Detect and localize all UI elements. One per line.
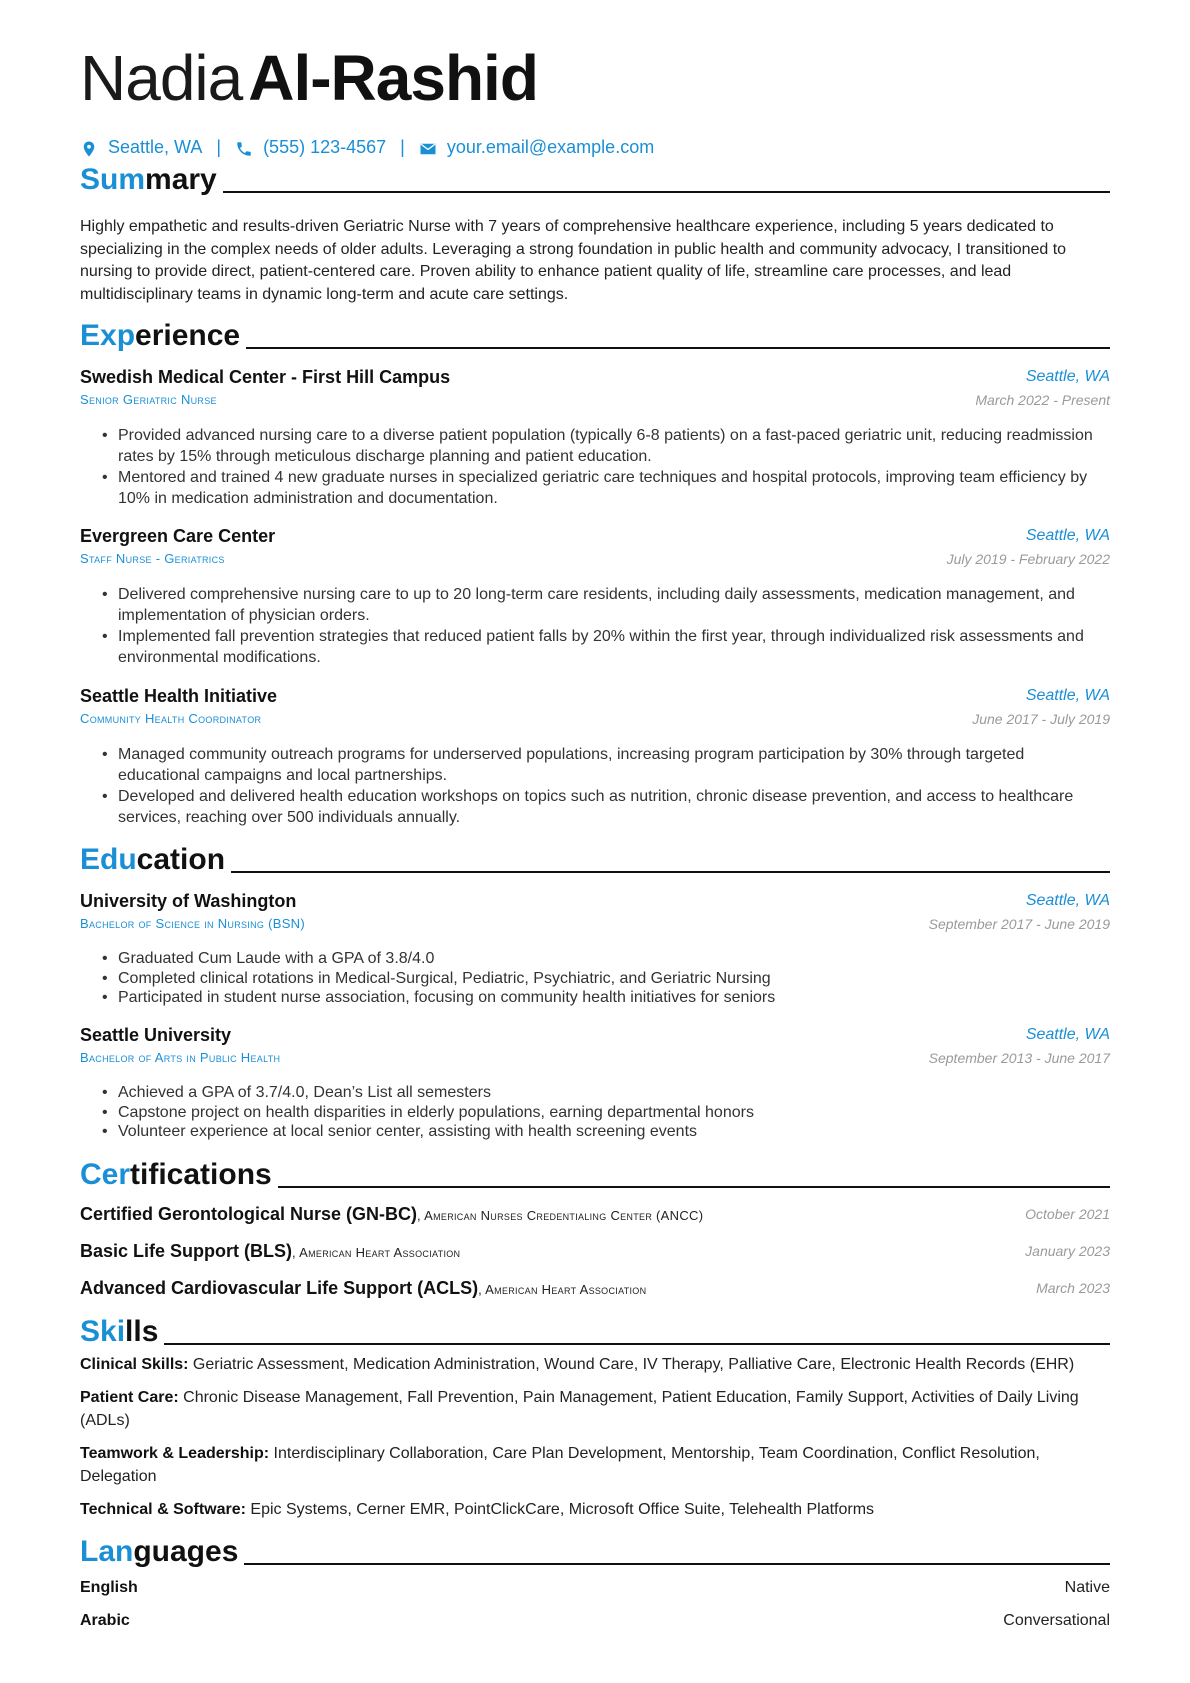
languages-title: Languages	[80, 1535, 239, 1568]
education-dates: September 2013 - June 2017	[928, 1050, 1110, 1066]
list-item: • Achieved a GPA of 3.7/4.0, Dean’s List all semesters	[80, 1083, 1110, 1103]
skill-values: Geriatric Assessment, Medication Administration, Wound Care, IV Therapy, Palliative Care, Electronic Health Records (EHR)	[188, 1356, 1075, 1373]
education-org: Seattle University	[80, 1025, 232, 1045]
experience-title: Experience	[80, 319, 241, 352]
education-location: Seattle, WA	[1025, 892, 1110, 909]
list-item: • Completed clinical rotations in Medical-Surgical, Pediatric, Psychiatric, and Geriatric Nursing	[80, 969, 1110, 989]
education-degree: Bachelor of Arts in Public Health	[80, 1050, 281, 1065]
list-item: • Implemented fall prevention strategies that reduced patient falls by 20% within the first year, through individualized risk assessments and environmental modifications.	[80, 626, 1110, 668]
candidate-name	[80, 38, 538, 118]
list-item: • Mentored and trained 4 new graduate nurses in specialized geriatric care techniques and hospital protocols, improving team efficiency by 10% in medication administration and documentation.	[80, 467, 1110, 509]
education-dates: September 2017 - June 2019	[928, 916, 1110, 932]
experience-org: Seattle Health Initiative	[80, 686, 278, 706]
contact-phone[interactable]	[235, 133, 386, 161]
certification-name: Basic Life Support (BLS)	[80, 1241, 293, 1261]
experience-heading	[80, 314, 1110, 354]
phone-text: (555) 123-4567	[263, 137, 387, 157]
list-item: • Managed community outreach programs for underserved populations, increasing program participation by 30% through targeted educational campaigns and local partnerships.	[80, 744, 1110, 786]
education-title: Education	[80, 843, 226, 876]
skill-values: Interdisciplinary Collaboration, Care Plan Development, Mentorship, Team Coordination, Conflict Resolution, Delegation	[80, 1445, 1040, 1485]
summary-heading	[80, 158, 1110, 198]
skill-row	[80, 1443, 1110, 1488]
list-item: • Capstone project on health disparities in elderly populations, earning departmental honors	[80, 1103, 1110, 1123]
education-degree: Bachelor of Science in Nursing (BSN)	[80, 916, 305, 931]
experience-location: Seattle, WA	[1025, 368, 1110, 385]
list-item: • Delivered comprehensive nursing care to up to 20 long-term care residents, including daily assessments, medication management, and implementation of physician orders.	[80, 584, 1110, 626]
language-level: Conversational	[1003, 1612, 1110, 1629]
envelope-icon	[419, 138, 437, 156]
language-level: Native	[1064, 1579, 1110, 1596]
summary-text: Highly empathetic and results-driven Geriatric Nurse with 7 years of comprehensive healthcare experience, including 5 years dedicated to specializing in the complex needs of older adults. Leveraging a strong foundation in public health and community advocacy, I transitioned to nursing to provide direct, patient-centered care. Proven ability to enhance patient quality of life, streamline care processes, and lead multidisciplinary teams in dynamic long-term and acute care settings.	[80, 218, 1067, 303]
certification-item	[80, 1276, 646, 1302]
section-rule	[231, 871, 1110, 873]
certification-issuer: , American Nurses Credentialing Center (ANCC)	[417, 1208, 704, 1223]
skill-values: Epic Systems, Cerner EMR, PointClickCare, Microsoft Office Suite, Telehealth Platforms	[245, 1501, 875, 1518]
map-pin-icon	[80, 138, 98, 156]
experience-role: Senior Geriatric Nurse	[80, 392, 217, 407]
education-org: University of Washington	[80, 891, 297, 911]
certification-item	[80, 1239, 460, 1265]
last-name: Al-Rashid	[248, 42, 538, 114]
certification-date: January 2023	[1025, 1243, 1110, 1259]
location-text: Seattle, WA	[108, 137, 203, 157]
list-item: • Developed and delivered health education workshops on topics such as nutrition, chronic disease prevention, and access to healthcare services, reaching over 500 individuals annually.	[80, 786, 1110, 828]
skills-title: Skills	[80, 1315, 159, 1348]
first-name: Nadia	[80, 42, 243, 114]
skill-row	[80, 1499, 1110, 1522]
contact-line	[80, 133, 654, 161]
email-text: your.email@example.com	[446, 137, 655, 157]
skill-label: Patient Care:	[80, 1389, 179, 1406]
section-rule	[246, 347, 1110, 349]
contact-email[interactable]	[419, 133, 654, 161]
language-name: Arabic	[80, 1612, 130, 1629]
experience-bullets	[80, 425, 1110, 509]
experience-org: Swedish Medical Center - First Hill Campus	[80, 367, 451, 387]
section-rule	[278, 1186, 1110, 1188]
languages-heading	[80, 1530, 1110, 1570]
experience-dates: March 2022 - Present	[975, 392, 1110, 408]
experience-bullets	[80, 744, 1110, 828]
list-item: • Participated in student nurse association, focusing on community health initiatives for seniors	[80, 988, 1110, 1008]
experience-role: Staff Nurse - Geriatrics	[80, 551, 225, 566]
education-location: Seattle, WA	[1025, 1026, 1110, 1043]
education-bullets	[80, 1083, 1110, 1142]
list-item: • Provided advanced nursing care to a diverse patient population (typically 6-8 patients) on a fast-paced geriatric unit, reducing readmission rates by 15% through meticulous discharge planning and patient education.	[80, 425, 1110, 467]
certification-issuer: , American Heart Association	[478, 1282, 647, 1297]
experience-bullets	[80, 584, 1110, 668]
summary-title: Summary	[80, 163, 217, 196]
experience-location: Seattle, WA	[1025, 687, 1110, 704]
certification-name: Certified Gerontological Nurse (GN-BC)	[80, 1204, 418, 1224]
skill-row	[80, 1354, 1110, 1377]
separator: |	[400, 137, 405, 157]
skill-row	[80, 1387, 1110, 1432]
certification-date: March 2023	[1036, 1280, 1110, 1296]
skill-label: Teamwork & Leadership:	[80, 1445, 270, 1462]
certifications-title: Certifications	[80, 1158, 272, 1191]
experience-role: Community Health Coordinator	[80, 711, 262, 726]
phone-icon	[235, 138, 253, 156]
section-rule	[244, 1563, 1110, 1565]
section-rule	[223, 191, 1110, 193]
experience-dates: June 2017 - July 2019	[972, 711, 1110, 727]
education-bullets	[80, 949, 1110, 1008]
experience-dates: July 2019 - February 2022	[946, 551, 1110, 567]
experience-location: Seattle, WA	[1025, 527, 1110, 544]
skill-label: Technical & Software:	[80, 1501, 246, 1518]
certification-date: October 2021	[1025, 1206, 1110, 1222]
skill-label: Clinical Skills:	[80, 1356, 189, 1373]
section-rule	[164, 1343, 1110, 1345]
contact-location	[80, 133, 202, 161]
list-item: • Graduated Cum Laude with a GPA of 3.8/4.0	[80, 949, 1110, 969]
skills-heading	[80, 1310, 1110, 1350]
skill-values: Chronic Disease Management, Fall Prevention, Pain Management, Patient Education, Family Support, Activities of Daily Living (ADLs)	[80, 1389, 1079, 1429]
list-item: • Volunteer experience at local senior center, assisting with health screening events	[80, 1122, 1110, 1142]
certification-item	[80, 1202, 703, 1228]
separator: |	[216, 137, 222, 157]
experience-org: Evergreen Care Center	[80, 526, 276, 546]
education-heading	[80, 838, 1110, 878]
language-name: English	[80, 1579, 138, 1596]
certification-name: Advanced Cardiovascular Life Support (ACLS)	[80, 1278, 479, 1298]
certifications-heading	[80, 1153, 1110, 1193]
certification-issuer: , American Heart Association	[292, 1245, 461, 1260]
